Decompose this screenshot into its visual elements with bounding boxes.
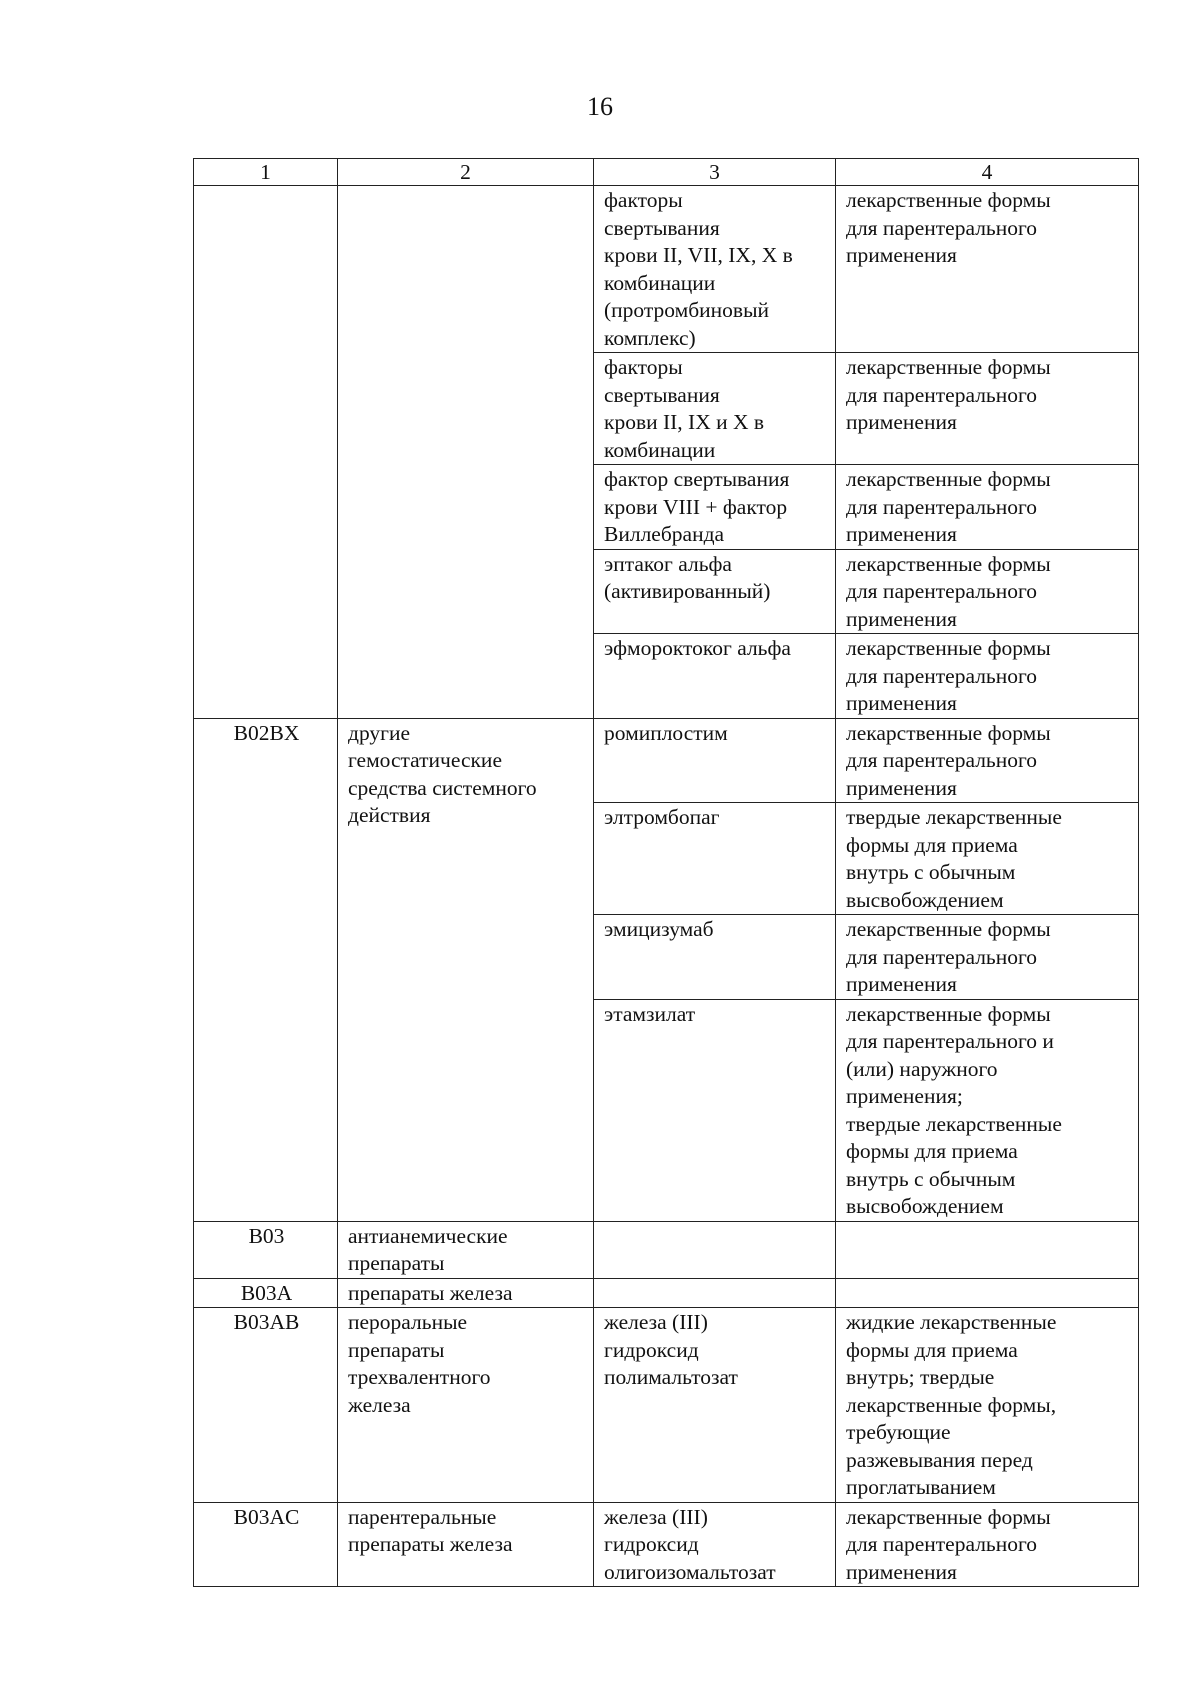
drug-name-cell <box>594 1308 836 1503</box>
table-row <box>194 1221 1139 1278</box>
dosage-form: лекарственные формы для парентерального применения <box>846 720 1051 800</box>
atc-group-cell <box>338 718 594 1221</box>
atc-group-cell <box>338 1221 594 1278</box>
drug-name: эфмороктоког альфа <box>604 636 791 660</box>
dosage-form: лекарственные формы для парентерального применения <box>846 467 1051 546</box>
drug-name-cell <box>594 549 836 634</box>
drug-name-cell <box>594 634 836 719</box>
drug-table <box>193 158 1139 1587</box>
drug-name-cell <box>594 915 836 1000</box>
drug-name-cell <box>594 803 836 915</box>
drug-name: элтромбопаг <box>604 805 720 829</box>
table-row <box>194 1278 1139 1308</box>
column-header-3: 3 <box>594 159 836 186</box>
dosage-form: лекарственные формы для парентерального применения <box>846 355 1051 434</box>
column-header-1: 1 <box>194 159 338 186</box>
drug-name: этамзилат <box>604 1001 696 1026</box>
drug-name-cell <box>594 718 836 803</box>
dosage-form-cell <box>836 915 1139 1000</box>
dosage-form-cell <box>836 1502 1139 1587</box>
dosage-form: лекарственные формы для парентерального применения <box>846 551 1051 631</box>
table-row <box>194 1502 1139 1587</box>
atc-code-cell: B03AB <box>194 1308 338 1503</box>
dosage-form-cell <box>836 549 1139 634</box>
dosage-form-cell <box>836 1278 1139 1308</box>
dosage-form-cell <box>836 718 1139 803</box>
dosage-form-cell <box>836 1221 1139 1278</box>
atc-code-cell <box>194 186 338 719</box>
dosage-form-cell <box>836 1308 1139 1503</box>
dosage-form: лекарственные формы для парентерального и (или) наружного применения; твердые лекарственные формы для приема внутрь с обычным высвобождением <box>846 1001 1062 1218</box>
page-number: 16 <box>587 92 613 121</box>
atc-group-cell <box>338 1308 594 1503</box>
dosage-form-cell <box>836 634 1139 719</box>
drug-name-cell <box>594 186 836 353</box>
dosage-form-cell <box>836 999 1139 1221</box>
atc-code-cell: B03AC <box>194 1502 338 1587</box>
column-header-2: 2 <box>338 159 594 186</box>
column-header-4: 4 <box>836 159 1139 186</box>
drug-name: факторы свертывания крови II, IX и X в комбинации <box>604 355 765 462</box>
dosage-form: лекарственные формы для парентерального применения <box>846 636 1051 715</box>
atc-code-cell: B03A <box>194 1278 338 1308</box>
table-header-row <box>194 159 1139 186</box>
dosage-form-cell <box>836 465 1139 550</box>
drug-name: эптаког альфа (активированный) <box>604 551 771 603</box>
atc-code-cell: B03 <box>194 1221 338 1278</box>
atc-group-cell <box>338 1278 594 1308</box>
drug-name: железа (III) гидроксид полимальтозат <box>604 1310 738 1389</box>
dosage-form-cell <box>836 186 1139 353</box>
drug-name: эмицизумаб <box>604 917 714 941</box>
dosage-form: лекарственные формы для парентерального применения <box>846 188 1051 267</box>
drug-name: железа (III) гидроксид олигоизомальтозат <box>604 1504 776 1584</box>
table-row <box>194 1308 1139 1503</box>
dosage-form-cell <box>836 353 1139 465</box>
drug-name: ромиплостим <box>604 720 728 745</box>
dosage-form: лекарственные формы для парентерального применения <box>846 917 1051 996</box>
drug-name-cell <box>594 465 836 550</box>
atc-group-text: антианемические препараты <box>348 1223 508 1275</box>
drug-name-cell <box>594 1502 836 1587</box>
dosage-form: твердые лекарственные формы для приема внутрь с обычным высвобождением <box>846 805 1062 912</box>
drug-name-cell <box>594 1221 836 1278</box>
drug-name-cell <box>594 999 836 1221</box>
atc-group-text: парентеральные препараты железа <box>348 1504 513 1556</box>
atc-group-cell <box>338 186 594 719</box>
drug-name-cell <box>594 1278 836 1308</box>
table-row <box>194 718 1139 803</box>
atc-code-cell: B02BX <box>194 718 338 1221</box>
dosage-form: жидкие лекарственные формы для приема внутрь; твердые лекарственные формы, требующие разжевывания перед проглатыванием <box>846 1310 1057 1499</box>
dosage-form: лекарственные формы для парентерального применения <box>846 1504 1051 1584</box>
drug-name: фактор свертывания крови VIII + фактор Виллебранда <box>604 467 790 546</box>
drug-name-cell <box>594 353 836 465</box>
atc-group-text: пероральные препараты трехвалентного железа <box>348 1310 491 1417</box>
drug-name: факторы свертывания крови II, VII, IX, X в комбинации (протромбиновый комплекс) <box>604 188 793 350</box>
dosage-form-cell <box>836 803 1139 915</box>
atc-group-cell <box>338 1502 594 1587</box>
atc-group-text: препараты железа <box>348 1280 513 1305</box>
table-row <box>194 186 1139 353</box>
atc-group-text: другие гемостатические средства системного действия <box>348 720 537 827</box>
